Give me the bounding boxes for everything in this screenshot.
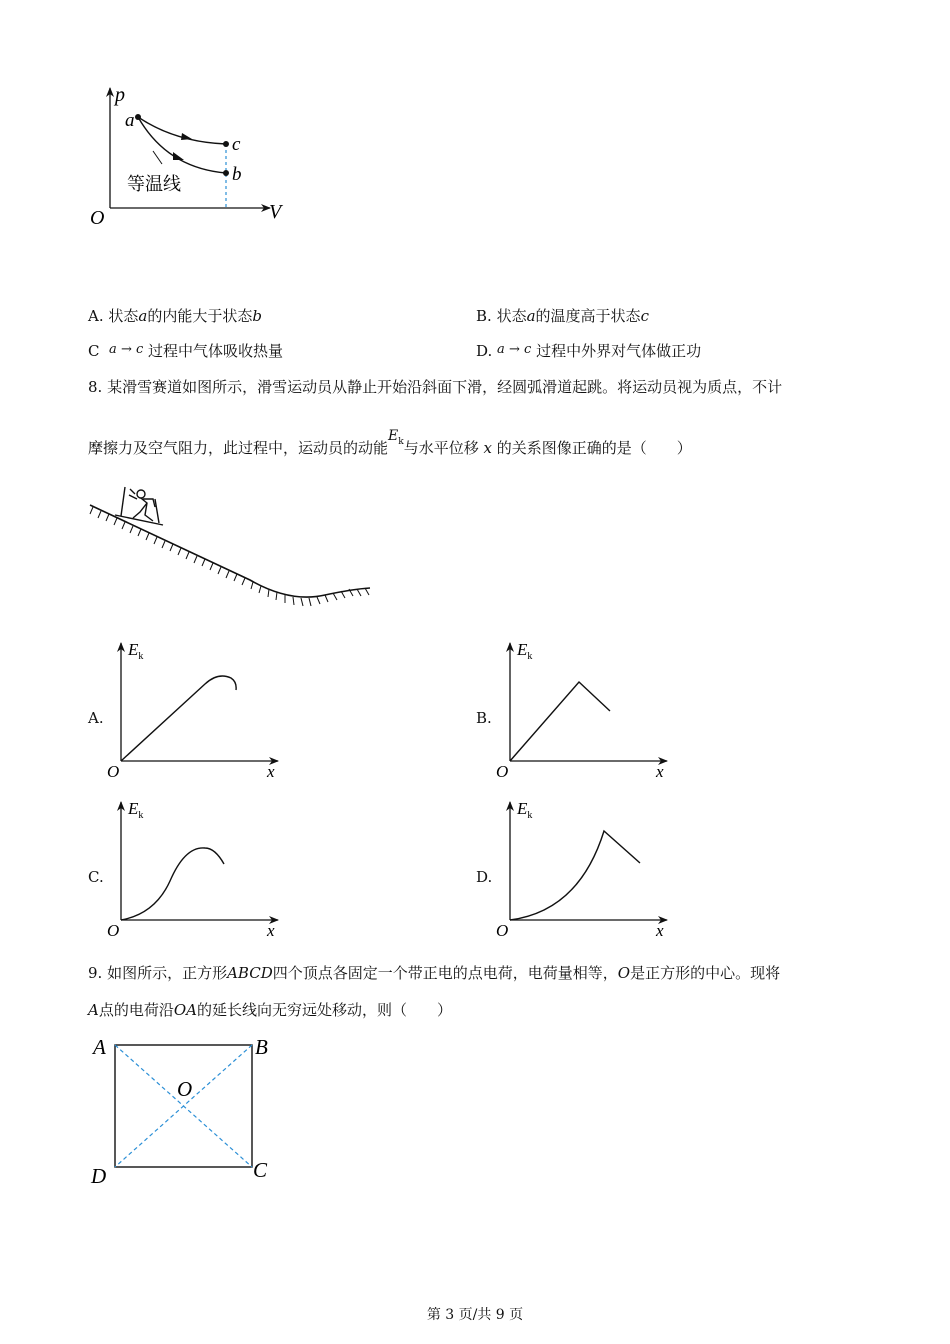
ski-track-figure	[85, 485, 380, 620]
square-figure	[85, 1030, 285, 1190]
q8-line1: 8. 某滑雪赛道如图所示，滑雪运动员从静止开始沿斜面下滑，经圆弧滑道起跳。将运动员视为质点，不计	[88, 378, 783, 396]
arrow-a-to-c	[181, 133, 192, 140]
curve-a-to-c	[138, 117, 226, 144]
q7-option-d: D. a → c 过程中外界对气体做正功	[476, 342, 702, 360]
graph-b-y-label: $E_k$	[517, 640, 533, 662]
graph-b-origin: O	[496, 762, 509, 781]
graph-option-d-label: D.	[476, 868, 493, 886]
p-label: p	[115, 84, 125, 106]
vertex-c-label: C	[253, 1158, 268, 1182]
q7-option-a: A. 状态a的内能大于状态b	[88, 307, 262, 325]
origin-label: O	[90, 207, 105, 229]
vertex-d-label: D	[91, 1164, 107, 1188]
graph-b-x-label: x	[656, 762, 664, 781]
pv-diagram	[85, 80, 295, 235]
graph-c-origin: O	[107, 921, 120, 940]
graph-a	[100, 637, 285, 784]
graph-d-y-label: $E_k$	[517, 799, 533, 821]
graph-b	[489, 637, 674, 784]
point-c-label: c	[232, 134, 241, 155]
q9-line1: 9. 如图所示，正方形ABCD四个顶点各固定一个带正电的点电荷，电荷量相等，O是正方形的中心。现将	[88, 964, 781, 982]
graph-d-x-label: x	[656, 921, 664, 940]
graph-c	[100, 796, 285, 943]
graph-option-a-label: A.	[88, 709, 104, 727]
point-b-label: b	[232, 164, 242, 185]
arrow-a-to-b	[173, 152, 184, 160]
vertex-b-label: B	[255, 1035, 268, 1059]
graph-b-curve	[510, 682, 610, 761]
track-hatching	[90, 507, 369, 606]
q8-line2: 摩擦力及空气阻力，此过程中，运动员的动能$E_k$与水平位移 x 的关系图像正确的是（ ）	[88, 428, 692, 457]
page-footer: 第 3 页/共 9 页	[426, 1307, 524, 1323]
graph-d-curve	[510, 831, 640, 920]
q9-line2: A点的电荷沿OA的延长线向无穷远处移动，则（ ）	[88, 1001, 453, 1019]
graph-d-origin: O	[496, 921, 509, 940]
graph-a-y-label: $E_k$	[128, 640, 144, 662]
point-a-label: a	[125, 110, 135, 131]
label-leader	[153, 151, 162, 164]
v-label: V	[269, 201, 282, 223]
graph-c-curve	[121, 848, 224, 920]
graph-c-y-label: $E_k$	[128, 799, 144, 821]
q7-option-b: B. 状态a的温度高于状态c	[476, 307, 649, 325]
graph-option-b-label: B.	[476, 709, 492, 727]
graph-a-origin: O	[107, 762, 120, 781]
graph-option-c-label: C.	[88, 868, 104, 886]
graph-c-x-label: x	[267, 921, 275, 940]
graph-d	[489, 796, 674, 943]
graph-a-curve	[121, 676, 236, 761]
center-o-label: O	[177, 1077, 193, 1101]
q7-option-c: C a → c 过程中气体吸收热量	[88, 342, 284, 360]
isotherm-label: 等温线	[127, 174, 181, 194]
graph-a-x-label: x	[267, 762, 275, 781]
vertex-a-label: A	[93, 1035, 106, 1059]
